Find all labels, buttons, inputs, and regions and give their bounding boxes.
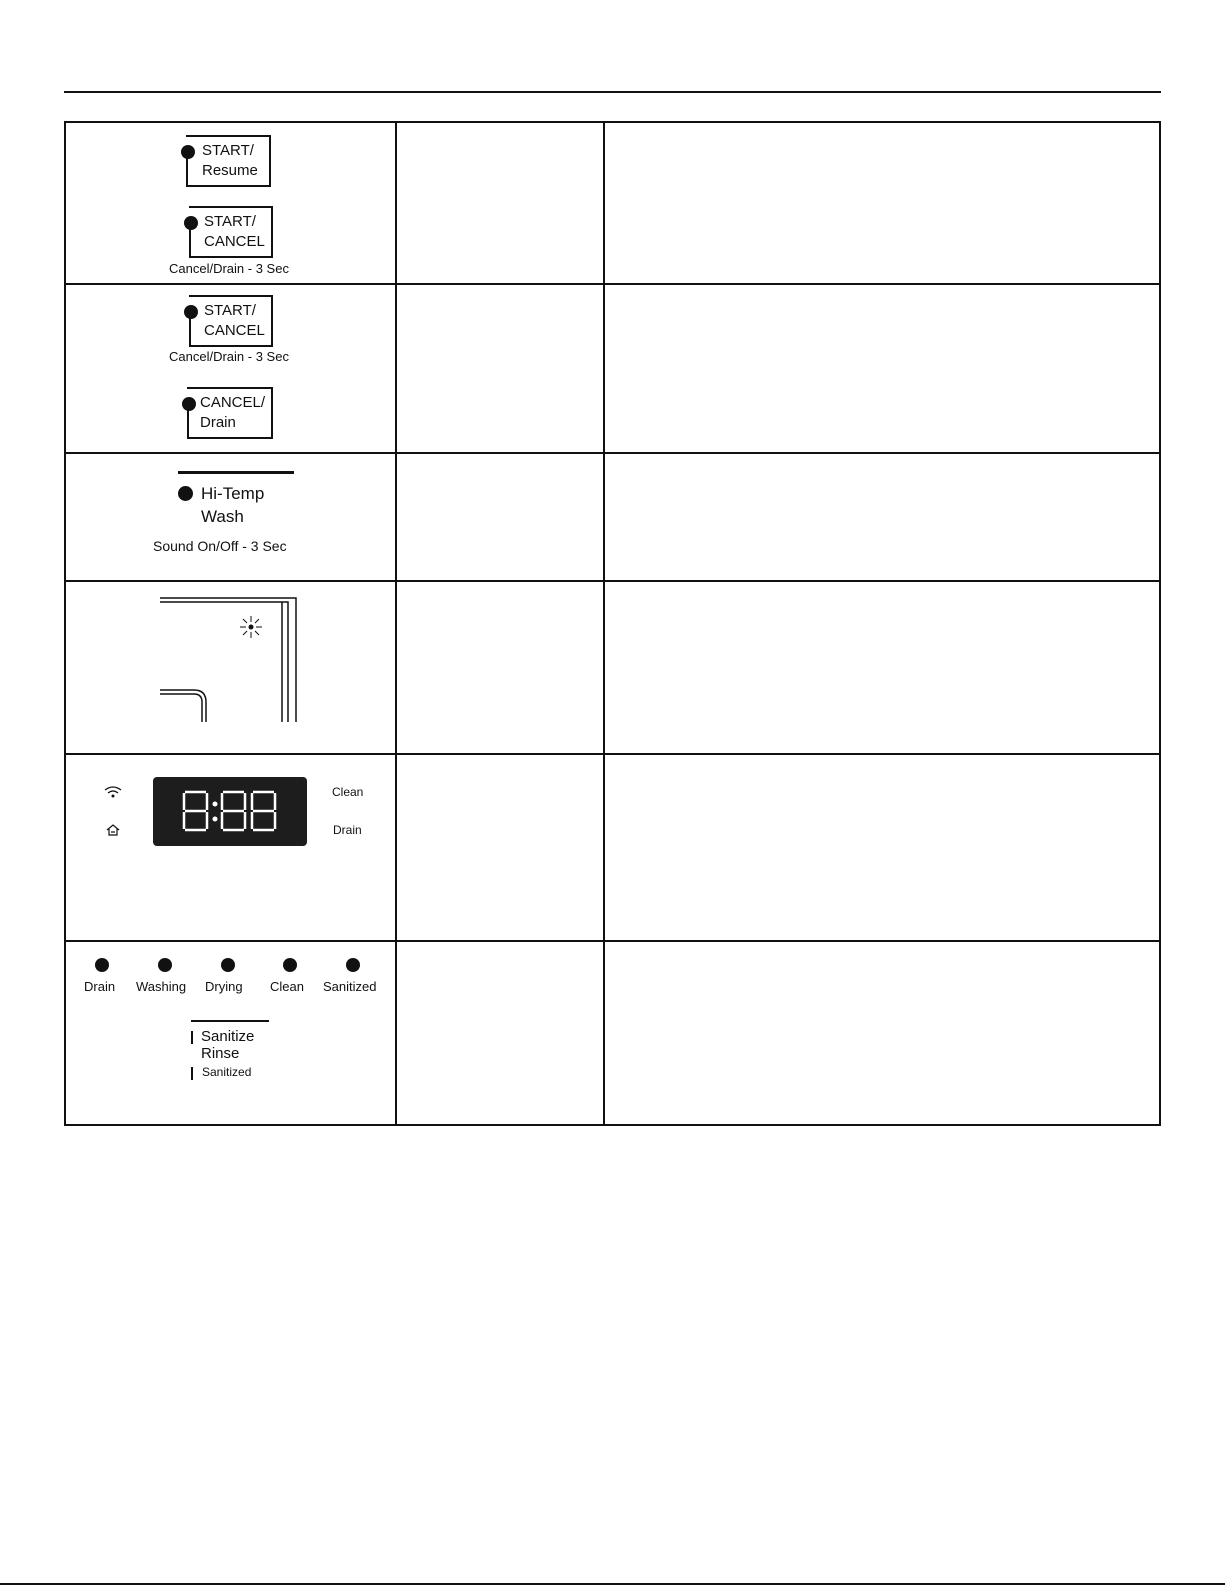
seven-segment-digits [153, 777, 307, 846]
remote-home-icon [105, 823, 121, 837]
status-label: Drain [84, 979, 116, 994]
button-top-bar [178, 471, 294, 474]
button-frame-side [189, 220, 191, 256]
column-divider [395, 121, 397, 1126]
button-label-line1: START/ [202, 142, 254, 159]
status-dot [158, 958, 172, 972]
button-frame-side [186, 149, 188, 185]
sanitized-indicator-bar [191, 1067, 193, 1080]
hold-label: Cancel/Drain - 3 Sec [169, 349, 289, 364]
table-row [66, 755, 395, 940]
light-burst-icon [240, 616, 262, 638]
status-dot [346, 958, 360, 972]
table-row [66, 454, 395, 580]
status-dot [221, 958, 235, 972]
button-label-line2: Resume [202, 162, 258, 179]
sanitized-indicator-label: Sanitized [202, 1065, 252, 1079]
button-label-line2: CANCEL [204, 322, 265, 339]
status-dot [283, 958, 297, 972]
status-dot [95, 958, 109, 972]
table-border-bottom [64, 1124, 1161, 1126]
drain-label: Drain [333, 823, 362, 837]
column-divider [603, 121, 605, 1126]
indicator-dot [178, 486, 193, 501]
digital-display [153, 777, 307, 846]
button-label-line1: Hi-Temp [201, 484, 265, 503]
status-label: Washing [136, 979, 187, 994]
button-side-bar [191, 1031, 193, 1044]
hold-label: Sound On/Off - 3 Sec [153, 538, 287, 554]
button-frame-side [187, 401, 189, 437]
door-light-illustration [66, 582, 395, 753]
button-label-line1: CANCEL/ [200, 394, 266, 411]
header-rule [64, 91, 1161, 93]
button-label-line1: START/ [204, 213, 256, 230]
button-label-line2: Drain [200, 414, 236, 431]
button-label-line1: START/ [204, 302, 256, 319]
status-label: Sanitized [323, 979, 377, 994]
button-frame-side [189, 309, 191, 345]
hold-label: Cancel/Drain - 3 Sec [169, 261, 289, 276]
table-border-right [1159, 121, 1161, 1126]
table-row [66, 942, 395, 1124]
table-row [66, 285, 395, 452]
wifi-icon [103, 784, 123, 800]
button-label-line2: Rinse [201, 1045, 240, 1062]
button-label-line2: CANCEL [204, 233, 265, 250]
table-row [66, 582, 395, 753]
clean-label: Clean [332, 785, 364, 799]
table-row [66, 123, 395, 283]
button-label-line2: Wash [201, 507, 244, 526]
controls-table [64, 121, 1161, 1126]
status-label: Clean [270, 979, 304, 994]
button-top-bar [191, 1020, 269, 1022]
status-label: Drying [205, 979, 243, 994]
button-label-line1: Sanitize [201, 1028, 255, 1045]
